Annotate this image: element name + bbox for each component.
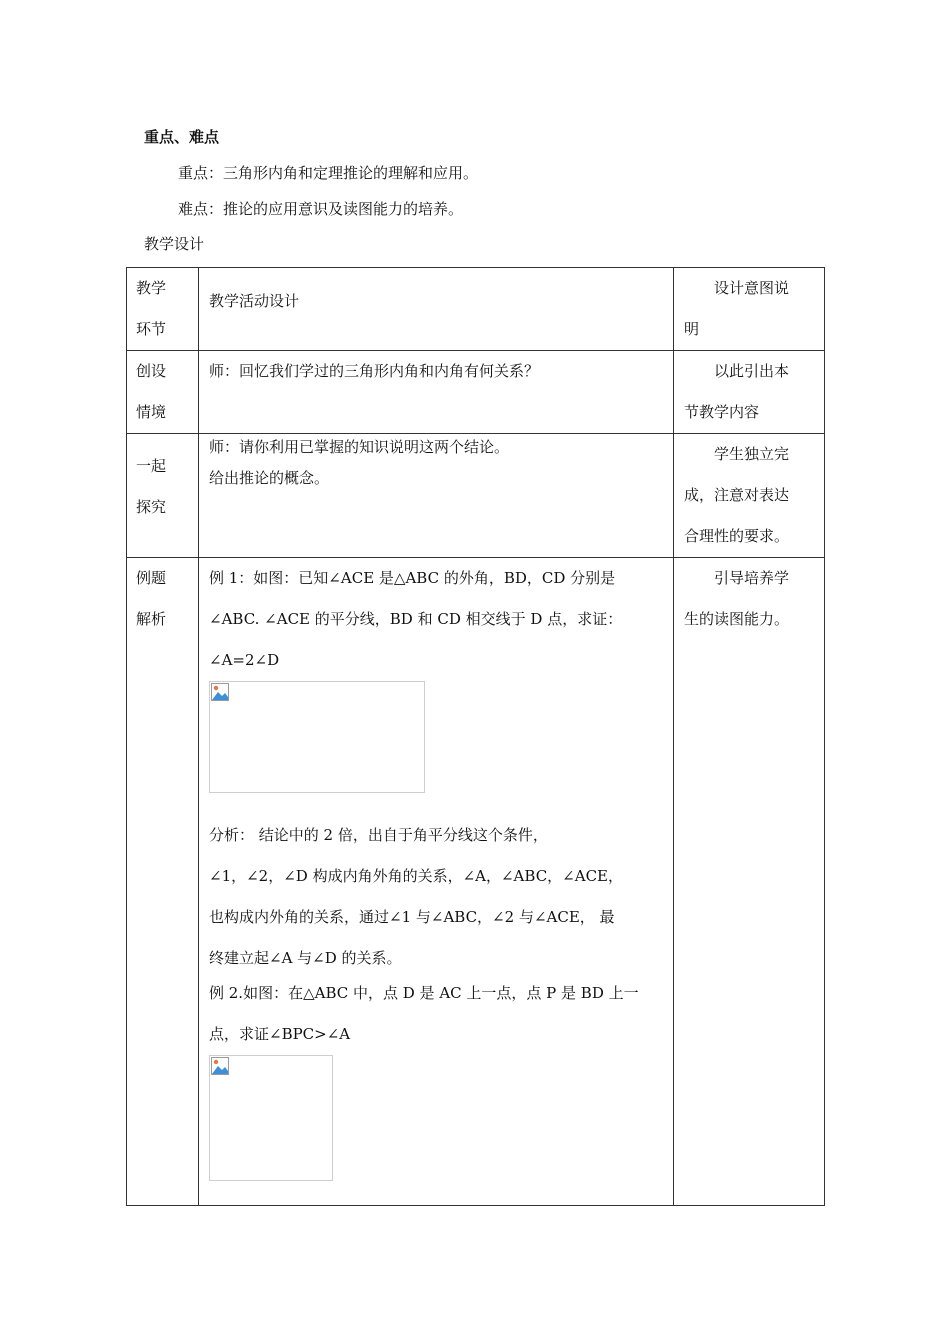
row3-stage-line2: 解析 xyxy=(136,610,167,628)
row2-activity-line2: 给出推论的概念。 xyxy=(209,469,330,487)
header-activity-label: 教学活动设计 xyxy=(209,292,300,310)
header-stage-line1: 教学 xyxy=(136,279,167,297)
row1-stage-line1: 创设 xyxy=(136,362,167,380)
broken-image-icon xyxy=(211,683,229,701)
row1-activity-cell xyxy=(199,351,674,434)
row1-intent-line2: 节教学内容 xyxy=(684,403,760,421)
example2-line1: 例 2.如图：在△ABC 中，点 D 是 AC 上一点，点 P 是 BD 上一 xyxy=(209,984,639,1002)
row3-intent-cell xyxy=(674,558,825,1206)
analysis-line4: 终建立起∠A 与∠D 的关系。 xyxy=(209,949,402,967)
row1-activity-text: 师：回忆我们学过的三角形内角和内角有何关系？ xyxy=(209,362,540,380)
table-row-examples xyxy=(127,558,825,1206)
design-title: 教学设计 xyxy=(144,235,205,253)
row1-stage-line2: 情境 xyxy=(136,403,167,421)
example1-figure xyxy=(209,681,425,793)
header-intent-line1: 设计意图说 xyxy=(714,279,790,297)
example2-line2: 点，求证∠BPC>∠A xyxy=(209,1025,351,1043)
header-intent-cell xyxy=(674,268,825,351)
header-stage-line2: 环节 xyxy=(136,320,167,338)
table-row-explore xyxy=(127,434,825,558)
row2-intent-line1: 学生独立完 xyxy=(714,445,790,463)
header-intent-line2: 明 xyxy=(684,320,700,338)
example1-line1: 例 1：如图：已知∠ACE 是△ABC 的外角，BD，CD 分别是 xyxy=(209,569,616,587)
table-row-situation xyxy=(127,351,825,434)
row3-intent-line1: 引导培养学 xyxy=(714,569,790,587)
row3-activity-cell xyxy=(199,558,674,1206)
example1-line3: ∠A=2∠D xyxy=(209,651,280,669)
difficulty-text: 难点：推论的应用意识及读图能力的培养。 xyxy=(178,200,464,218)
analysis-line1: 分析： 结论中的 2 倍，出自于角平分线这个条件， xyxy=(209,826,548,844)
row3-stage-cell xyxy=(127,558,199,1206)
row1-intent-cell xyxy=(674,351,825,434)
example1-line2: ∠ABC. ∠ACE 的平分线，BD 和 CD 相交线于 D 点，求证： xyxy=(209,610,623,628)
row3-intent-line2: 生的读图能力。 xyxy=(684,610,790,628)
row2-stage-line1: 一起 xyxy=(136,457,167,475)
row2-activity-line1: 师：请你利用已掌握的知识说明这两个结论。 xyxy=(209,438,510,456)
broken-image-icon xyxy=(211,1057,229,1075)
row2-intent-cell xyxy=(674,434,825,558)
row1-stage-cell xyxy=(127,351,199,434)
lesson-design-table xyxy=(126,267,825,1206)
analysis-line3: 也构成内外角的关系，通过∠1 与∠ABC，∠2 与∠ACE， 最 xyxy=(209,908,615,926)
row1-intent-line1: 以此引出本 xyxy=(714,362,790,380)
example2-figure xyxy=(209,1055,333,1181)
table-header-row xyxy=(127,268,825,351)
header-stage-cell xyxy=(127,268,199,351)
row2-stage-line2: 探究 xyxy=(136,498,167,516)
row2-intent-line2: 成，注意对表达 xyxy=(684,486,790,504)
key-point-text: 重点：三角形内角和定理推论的理解和应用。 xyxy=(178,164,479,182)
analysis-line2: ∠1，∠2，∠D 构成内角外角的关系，∠A，∠ABC，∠ACE， xyxy=(209,867,623,885)
section-title: 重点、难点 xyxy=(144,128,220,146)
row2-stage-cell xyxy=(127,434,199,558)
row3-stage-line1: 例题 xyxy=(136,569,167,587)
header-activity-cell xyxy=(199,268,674,351)
row2-intent-line3: 合理性的要求。 xyxy=(684,527,790,545)
row2-activity-cell xyxy=(199,434,674,558)
